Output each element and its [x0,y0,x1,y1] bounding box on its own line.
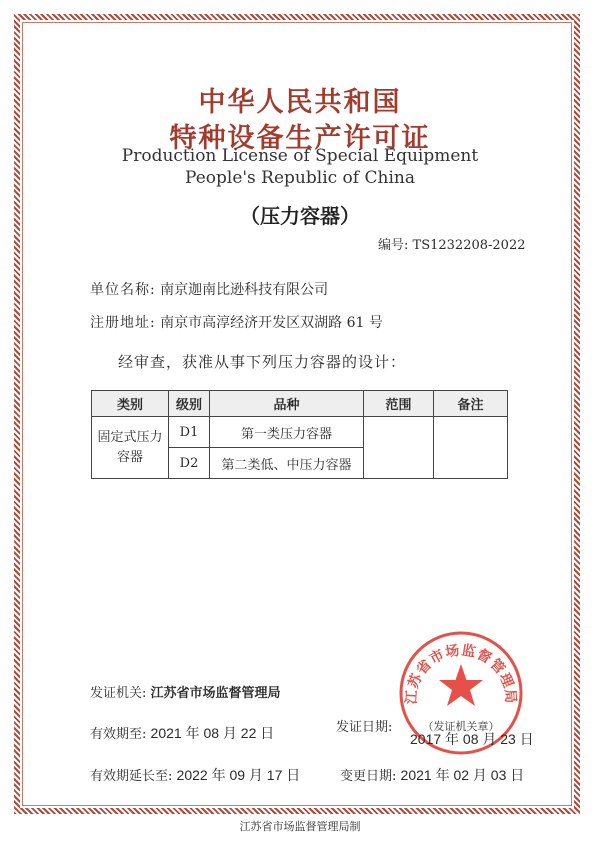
table-row [92,417,508,448]
header-note: 备注 [434,391,508,417]
level-cell: D1 [169,417,210,448]
issuer-row [90,682,281,701]
header-scope: 范围 [364,391,434,417]
issuer-label: 发证机关: [90,686,147,701]
address-row [90,312,383,332]
category-line1: 固定式压力 [97,429,163,445]
issue-date-value: 2017 年 08 月 23 日 [410,731,534,747]
table-header-row [92,391,508,417]
star-icon [439,664,483,706]
title-cn-line2: 特种设备生产许可证 [169,123,431,154]
issue-date-row [336,716,392,735]
extended-until-row [90,765,300,785]
serial-label: 编号: [378,238,409,253]
unit-name-label: 单位名称: [90,282,156,298]
level-cell: D2 [169,448,210,479]
change-date-row [340,765,524,785]
change-date-label: 变更日期: [340,769,397,784]
scope-cell [364,417,434,479]
issue-date-label: 发证日期: [336,720,393,735]
footer-issuer: 江苏省市场监督管理局制 [239,821,361,833]
issue-date-value-wrap [410,729,534,749]
note-cell [434,417,508,479]
valid-until-label: 有效期至: [90,727,147,742]
address-label: 注册地址: [90,315,156,331]
header-level: 级别 [169,391,210,417]
certificate-subtitle: （压力容器） [240,204,360,228]
header-variety: 品种 [210,391,364,417]
variety-cell: 第一类压力容器 [210,417,364,448]
title-cn-line1: 中华人民共和国 [198,87,402,118]
seal-text: 江苏省市场监督管理局 [403,642,519,705]
license-scope-table [91,390,508,479]
category-line2: 容器 [116,449,143,465]
variety-cell: 第二类低、中压力容器 [210,448,364,479]
extended-until-label: 有效期延长至: [90,769,173,784]
title-en-line2: People's Republic of China [185,168,415,188]
unit-name-value: 南京迦南比逊科技有限公司 [160,282,329,298]
title-en-line1: Production License of Special Equipment [121,146,479,166]
extended-until-value: 2022 年 09 月 17 日 [176,767,301,783]
change-date-value: 2021 年 02 月 03 日 [400,767,525,783]
seal-stamp-note: （发证机关章） [422,720,500,733]
serial-value: TS1232208-2022 [412,238,526,253]
serial-number [378,234,525,253]
unit-name-row [90,279,328,299]
valid-until-row [90,723,274,743]
address-value: 南京市高淳经济开发区双湖路 61 号 [160,315,383,331]
issuer-value: 江苏省市场监督管理局 [150,685,281,700]
valid-until-value: 2021 年 08 月 22 日 [150,725,275,741]
header-category: 类别 [92,391,169,417]
category-cell [92,417,169,479]
approval-statement: 经审查，获准从事下列压力容器的设计： [118,353,407,371]
